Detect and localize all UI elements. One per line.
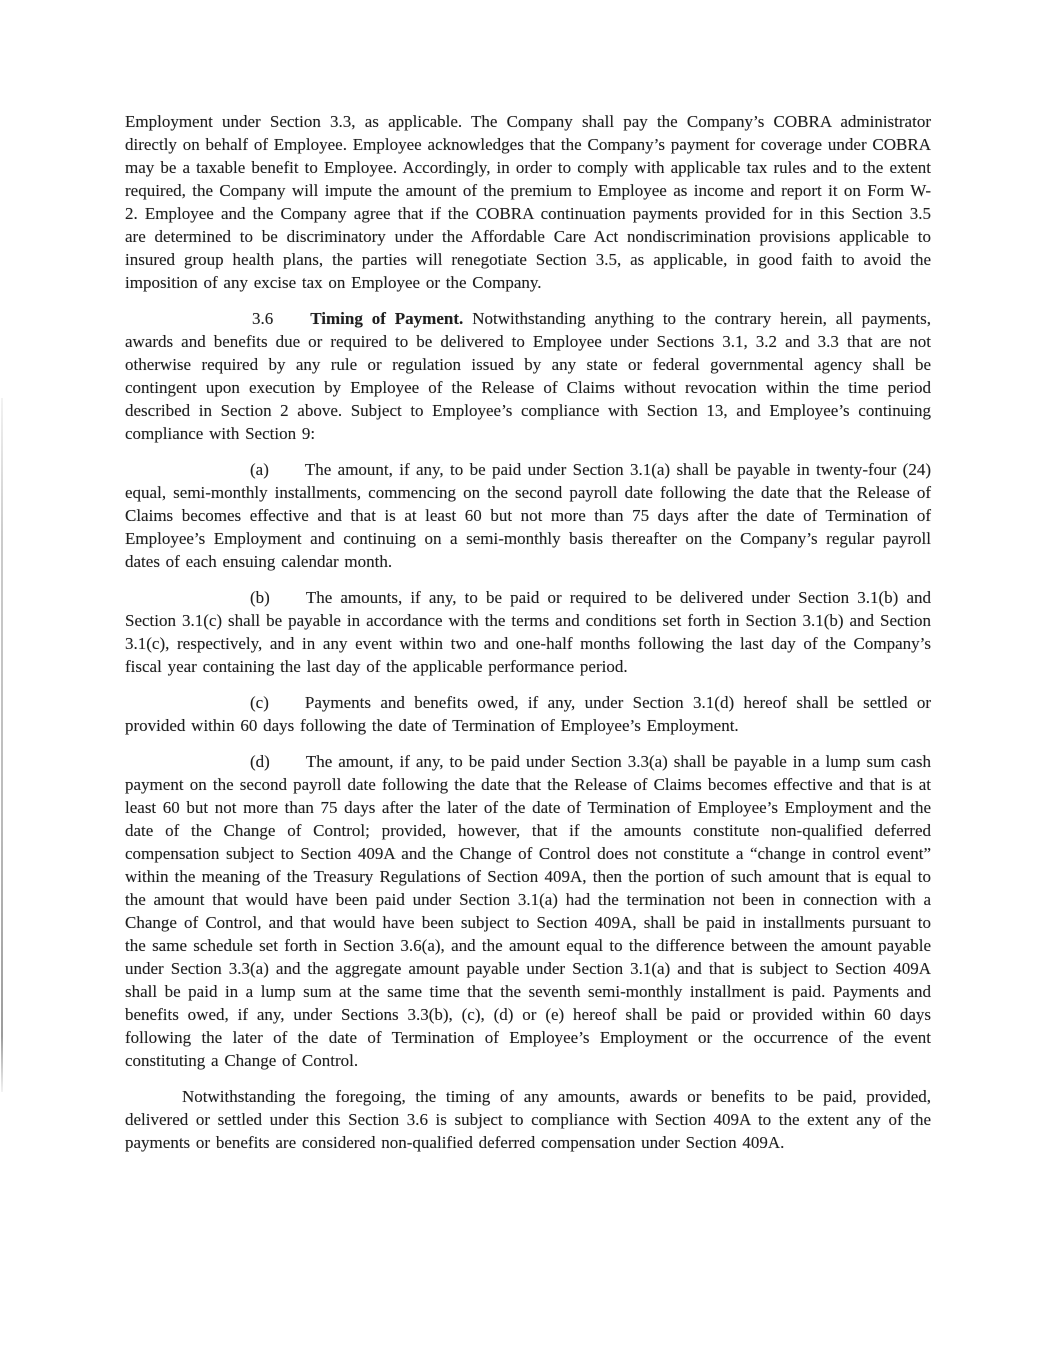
scanner-edge-artifact [1, 398, 3, 1092]
subsection-c-marker: (c) [250, 693, 269, 712]
subsection-d-text: The amount, if any, to be paid under Section 3.3(a) shall be payable in a lump sum cash payment on the second payroll date following the date that the Release of Claims becomes effective and that is at least 60 but not more than 75 days after the later of the date of Termination of Employee’s Employment and the date of the Change of Control; provided, however, that if the amounts constitute non-qualified deferred compensation subject to Section 409A and the Change of Control does not constitute a “change in control event” within the meaning of the Treasury Regulations of Section 409A, then the portion of such amount that is equal to the amount that would have been paid under Section 3.1(a) had the termination not been in connection with a Change of Control, and that would have been subject to Section 409A, shall be paid in installments pursuant to the same schedule set forth in Section 3.6(a), and the amount equal to the difference between the amount payable under Section 3.3(a) and the aggregate amount payable under Section 3.1(a) and that is subject to Section 409A shall be paid in a lump sum at the same time that the seventh semi-monthly installment is paid. Payments and benefits owed, if any, under Sections 3.3(b), (c), (d) or (e) hereof shall be paid or provided within 60 days following the later of the date of Termination of Employee’s Employment or the occurrence of the event constituting a Change of Control. [125, 752, 931, 1070]
section-body-text: Notwithstanding anything to the contrary herein, all payments, awards and benefits due or required to be delivered to Employee under Sections 3.1, 3.2 and 3.3 that are not otherwise required by any rule or regulation issued by any state or federal governmental agency shall be contingent upon execution by Employee of the Release of Claims without revocation within the time period described in Section 2 above. Subject to Employee’s compliance with Section 13, and Employee’s continuing compliance with Section 9: [125, 309, 931, 443]
subsection-b [125, 586, 931, 678]
closing-paragraph: Notwithstanding the foregoing, the timing of any amounts, awards or benefits to be paid, provided, delivered or settled under this Section 3.6 is subject to compliance with Section 409A to the extent any of the payments or benefits are considered non-qualified deferred compensation under Section 409A. [125, 1087, 931, 1152]
continuation-paragraph: Employment under Section 3.3, as applicable. The Company shall pay the Company’s COBRA administrator directly on behalf of Employee. Employee acknowledges that the Company’s payment for coverage under COBRA may be a taxable benefit to Employee. Accordingly, in order to comply with applicable tax rules and to the extent required, the Company will impute the amount of the premium to Employee as income and report it on Form W-2. Employee and the Company agree that if the COBRA continuation payments provided for in this Section 3.5 are determined to be discriminatory under the Affordable Care Act nondiscrimination provisions applicable to insured group health plans, the parties will renegotiate Section 3.5, as applicable, in good faith to avoid the imposition of any excise tax on Employee or the Company. [125, 112, 931, 292]
section-number: 3.6 [252, 309, 274, 328]
subsection-c [125, 691, 931, 737]
subsection-c-text: Payments and benefits owed, if any, under Section 3.1(d) hereof shall be settled or provided within 60 days following the date of Termination of Employee’s Employment. [125, 693, 931, 735]
subsection-a-text: The amount, if any, to be paid under Section 3.1(a) shall be payable in twenty-four (24) equal, semi-monthly installments, commencing on the second payroll date following the date that the Release of Claims becomes effective and that is at least 60 but not more than 75 days after the date of Termination of Employee’s Employment and continuing on a semi-monthly basis thereafter on the Company’s regular payroll dates of each ensuing calendar month. [125, 460, 931, 571]
subsection-a [125, 458, 931, 573]
subsection-d-marker: (d) [250, 752, 270, 771]
subsection-b-text: The amounts, if any, to be paid or required to be delivered under Section 3.1(b) and Section 3.1(c) shall be payable in accordance with the terms and conditions set forth in Section 3.1(b) and Section 3.1(c), respectively, and in any event within two and one-half months following the last day of the Company’s fiscal year containing the last day of the applicable performance period. [125, 588, 931, 676]
subsection-a-marker: (a) [250, 460, 269, 479]
document-body [125, 110, 931, 1167]
subsection-b-marker: (b) [250, 588, 270, 607]
section-heading: Timing of Payment. [310, 309, 464, 328]
section-3-6-paragraph [125, 307, 931, 445]
subsection-d [125, 750, 931, 1072]
